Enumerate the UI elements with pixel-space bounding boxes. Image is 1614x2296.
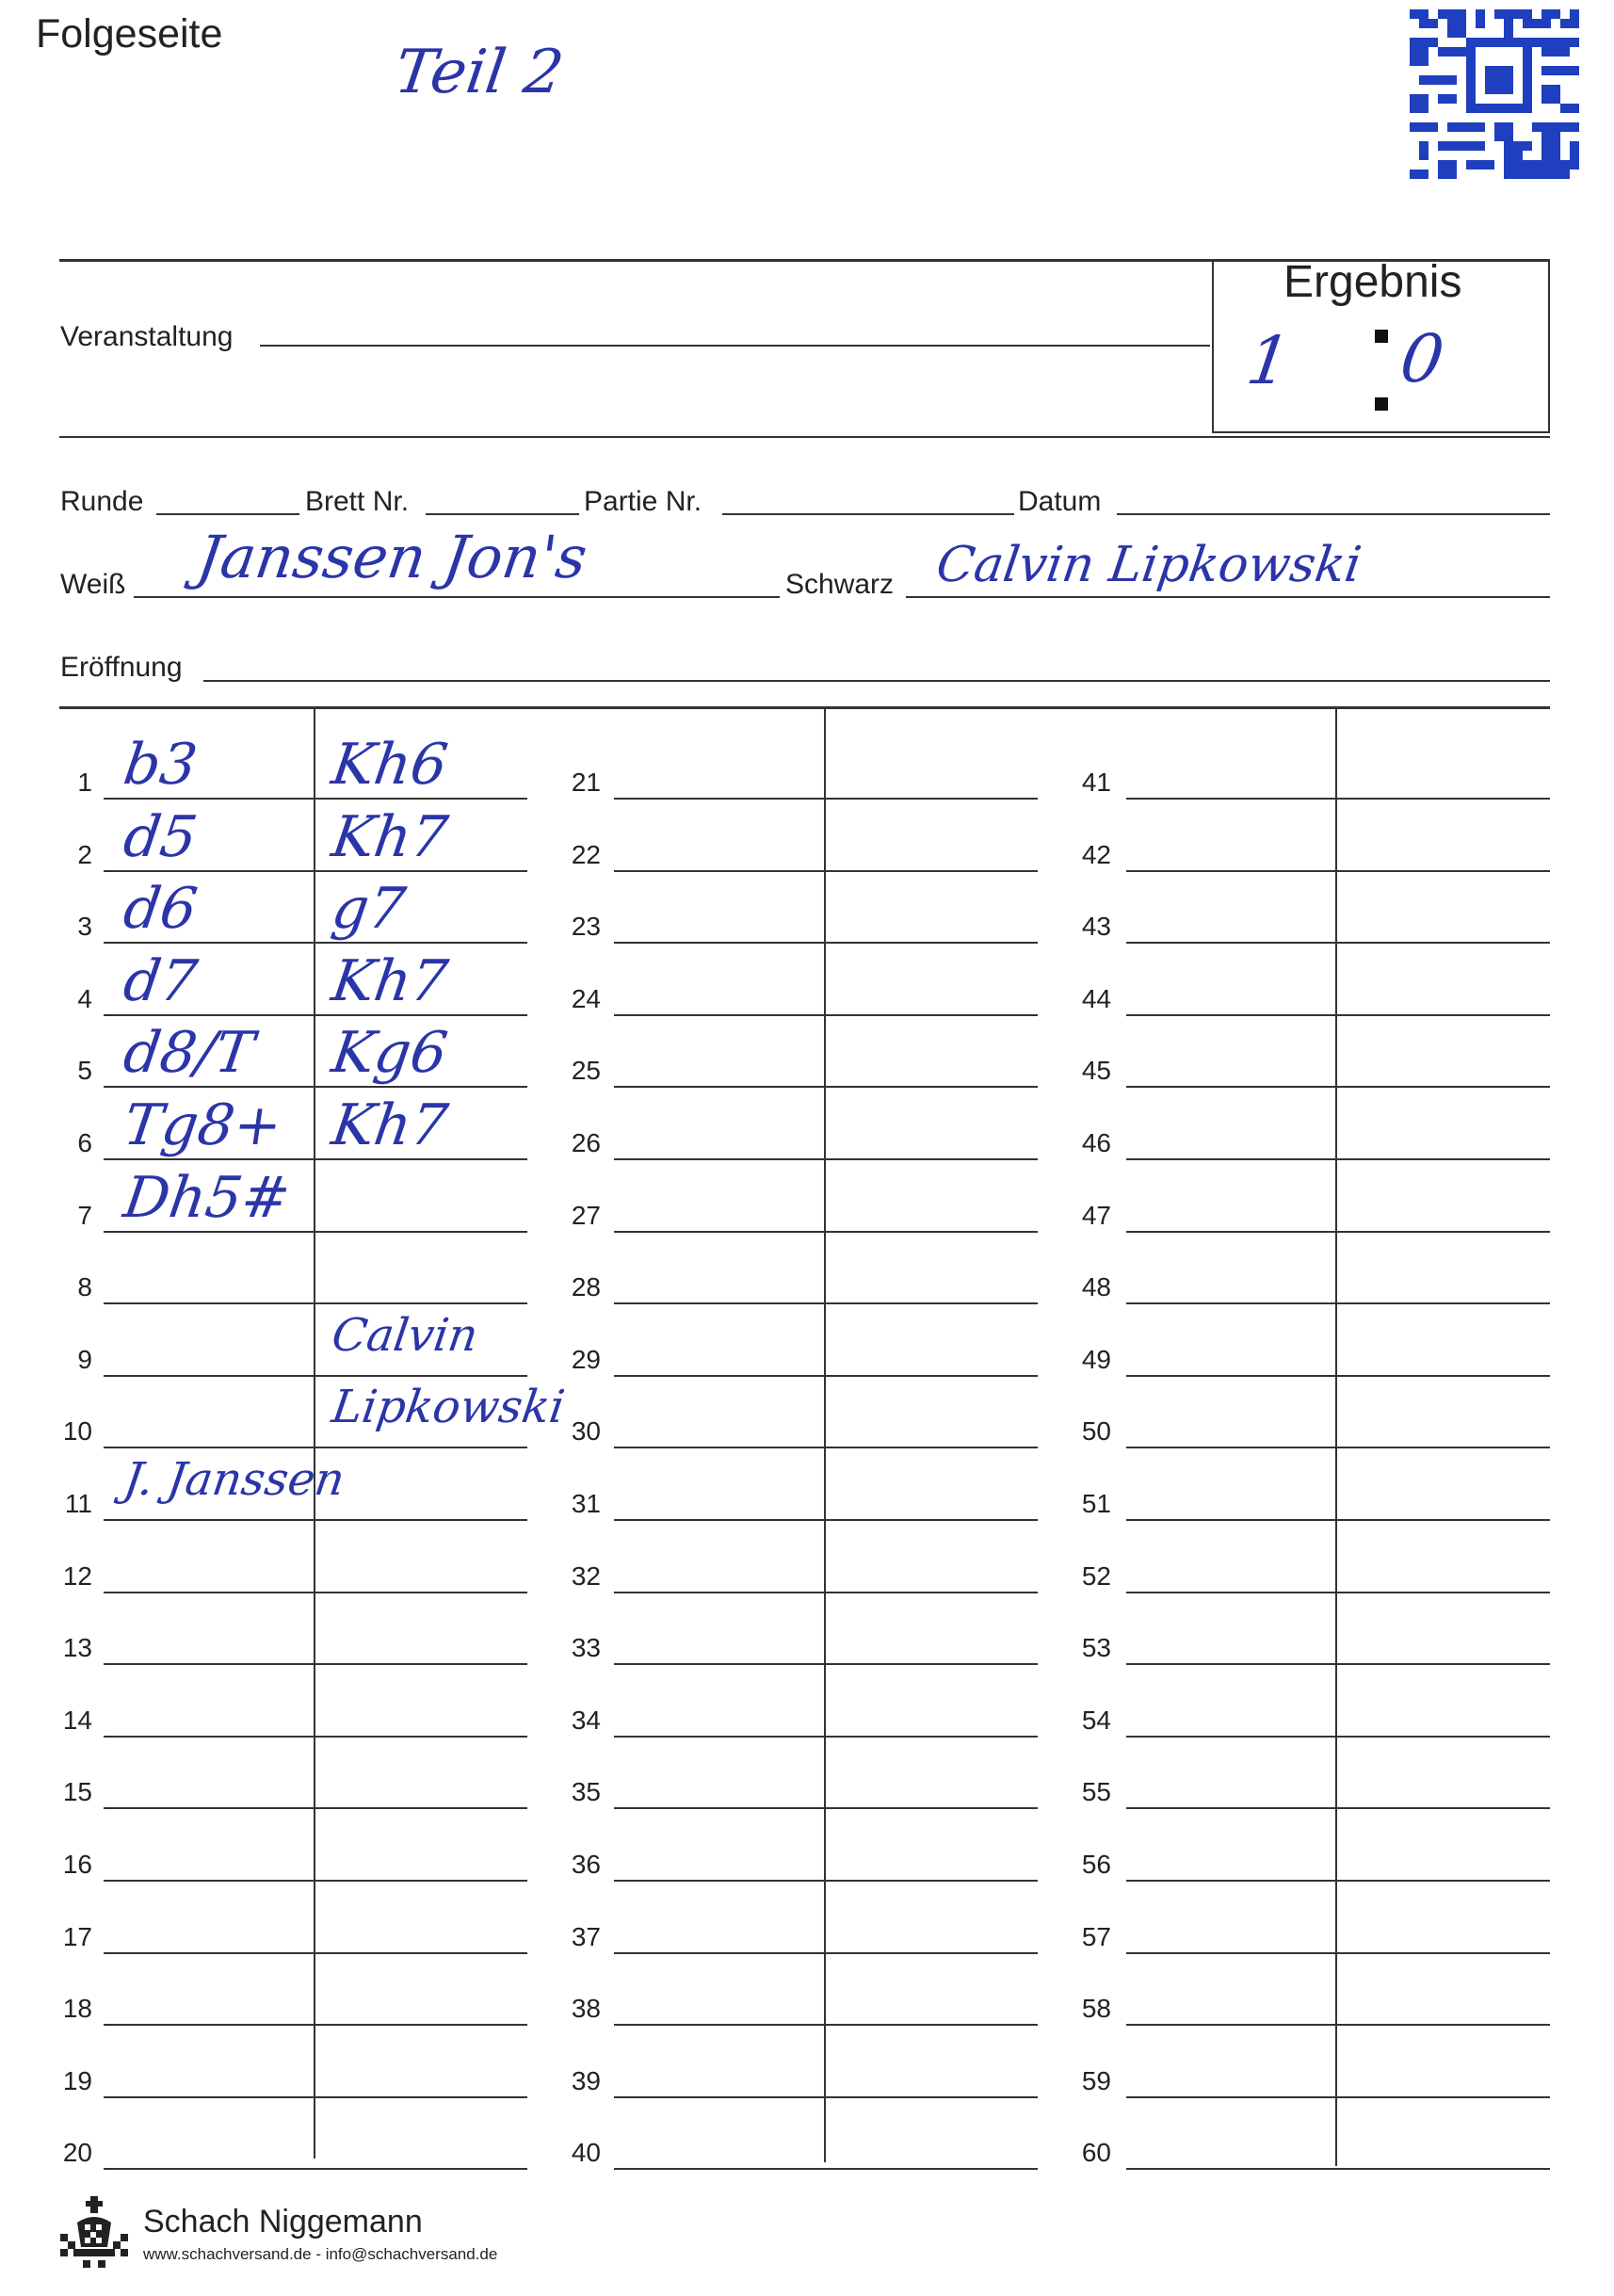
opening-label: Eröffnung [60, 652, 183, 683]
move-number: 28 [571, 1272, 601, 1302]
move-number: 9 [77, 1344, 92, 1374]
move-row-line[interactable] [614, 1014, 1038, 1016]
move-number: 59 [1081, 2065, 1111, 2095]
move-number: 53 [1081, 1633, 1111, 1663]
move-row-line[interactable] [614, 1736, 1038, 1738]
move-number: 15 [62, 1777, 92, 1807]
move-number: 24 [571, 983, 601, 1013]
move-row-line[interactable] [104, 1592, 527, 1593]
date-field[interactable] [1117, 513, 1550, 515]
move-row-line[interactable] [1126, 1880, 1550, 1882]
move-row-line[interactable] [614, 2024, 1038, 2026]
result-label: Ergebnis [1283, 257, 1462, 307]
black-move: Kh7 [328, 1092, 452, 1158]
move-row-line[interactable] [104, 1736, 527, 1738]
move-row-line[interactable] [104, 1952, 527, 1954]
move-row-line[interactable] [104, 1519, 527, 1521]
move-number: 36 [571, 1850, 601, 1879]
move-number: 26 [571, 1128, 601, 1157]
move-row-line[interactable] [614, 870, 1038, 872]
qr-code-icon [1410, 9, 1579, 179]
move-row-line[interactable] [1126, 1231, 1550, 1233]
move-row-line[interactable] [1126, 798, 1550, 800]
move-row-line[interactable] [1126, 1736, 1550, 1738]
event-label: Veranstaltung [60, 321, 234, 352]
move-number: 12 [62, 1560, 92, 1591]
move-row-line[interactable] [1126, 1592, 1550, 1593]
moves-column-divider [314, 708, 315, 2159]
move-number: 58 [1081, 1994, 1111, 2024]
move-row-line[interactable] [104, 1880, 527, 1882]
move-number: 46 [1081, 1128, 1111, 1157]
move-row-line[interactable] [104, 2024, 527, 2026]
white-move: d8/T [120, 1020, 258, 1087]
white-label: Weiß [60, 569, 126, 600]
move-number: 30 [571, 1416, 601, 1447]
move-row-line[interactable] [614, 1375, 1038, 1377]
move-number: 13 [62, 1633, 92, 1663]
move-number: 42 [1081, 839, 1111, 869]
game-field[interactable] [722, 513, 1014, 515]
move-number: 43 [1081, 912, 1111, 942]
result-separator-icon [1375, 330, 1388, 414]
black-move: Calvin [329, 1308, 482, 1362]
move-number: 27 [571, 1200, 601, 1230]
move-number: 51 [1081, 1489, 1111, 1518]
move-row-line[interactable] [1126, 1447, 1550, 1448]
move-number: 22 [571, 839, 601, 869]
move-row-line[interactable] [614, 1447, 1038, 1448]
moves-table-top-rule [59, 706, 1550, 709]
white-move: d6 [120, 876, 202, 943]
move-number: 45 [1081, 1056, 1111, 1086]
page-title: Folgeseite [36, 11, 223, 57]
move-number: 33 [571, 1633, 601, 1663]
move-row-line[interactable] [104, 1375, 527, 1377]
move-number: 11 [64, 1489, 92, 1518]
move-number: 10 [62, 1416, 92, 1447]
move-row-line[interactable] [1126, 2024, 1550, 2026]
black-move: Kh7 [328, 947, 452, 1014]
round-field[interactable] [156, 513, 299, 515]
move-row-line[interactable] [104, 1447, 527, 1448]
move-row-line[interactable] [1126, 870, 1550, 872]
move-number: 1 [77, 768, 92, 797]
move-number: 57 [1081, 1921, 1111, 1951]
black-move: g7 [328, 876, 410, 943]
event-field[interactable] [260, 345, 1210, 347]
move-number: 32 [571, 1560, 601, 1591]
move-row-line[interactable] [614, 2168, 1038, 2170]
move-row-line[interactable] [1126, 1519, 1550, 1521]
move-number: 49 [1081, 1344, 1111, 1374]
move-row-line[interactable] [1126, 1375, 1550, 1377]
move-number: 23 [571, 912, 601, 942]
move-number: 35 [571, 1777, 601, 1807]
move-row-line[interactable] [104, 798, 527, 800]
white-move: d7 [120, 947, 202, 1014]
move-number: 20 [62, 2138, 92, 2168]
white-field[interactable] [134, 596, 780, 598]
round-label: Runde [60, 486, 144, 517]
move-number: 8 [77, 1272, 92, 1302]
chess-king-logo-icon [56, 2194, 132, 2270]
move-number: 44 [1081, 983, 1111, 1013]
black-field[interactable] [906, 596, 1550, 598]
move-row-line[interactable] [614, 1086, 1038, 1088]
move-number: 37 [571, 1921, 601, 1951]
move-number: 17 [62, 1921, 92, 1951]
move-row-line[interactable] [614, 1952, 1038, 1954]
move-number: 3 [77, 912, 92, 942]
move-number: 4 [77, 983, 92, 1013]
footer-contact[interactable]: www.schachversand.de - info@schachversand.de [143, 2245, 498, 2263]
move-number: 16 [62, 1850, 92, 1879]
board-label: Brett Nr. [305, 486, 410, 517]
handwritten-part-note: Teil 2 [390, 38, 568, 107]
white-move: J. Janssen [121, 1453, 348, 1506]
move-row-line[interactable] [1126, 942, 1550, 944]
black-move: Kh6 [328, 732, 452, 798]
move-number: 18 [62, 1994, 92, 2024]
white-move: d5 [120, 803, 202, 870]
move-row-line[interactable] [614, 1807, 1038, 1809]
game-label: Partie Nr. [584, 486, 702, 517]
move-row-line[interactable] [614, 1592, 1038, 1593]
move-row-line[interactable] [614, 1519, 1038, 1521]
move-number: 55 [1081, 1777, 1111, 1807]
move-number: 14 [62, 1705, 92, 1735]
move-number: 19 [62, 2065, 92, 2095]
move-number: 34 [571, 1705, 601, 1735]
move-row-line[interactable] [1126, 1014, 1550, 1016]
white-player-name: Janssen Jon's [192, 523, 591, 591]
move-row-line[interactable] [104, 1086, 527, 1088]
white-move: b3 [120, 732, 202, 798]
move-number: 56 [1081, 1850, 1111, 1879]
move-row-line[interactable] [1126, 1302, 1550, 1304]
move-number: 40 [571, 2138, 601, 2168]
move-number: 2 [77, 839, 92, 869]
move-row-line[interactable] [614, 942, 1038, 944]
move-row-line[interactable] [614, 1880, 1038, 1882]
move-number: 25 [571, 1056, 601, 1086]
move-number: 47 [1081, 1200, 1111, 1230]
move-number: 38 [571, 1994, 601, 2024]
move-row-line[interactable] [614, 1158, 1038, 1160]
move-number: 7 [77, 1200, 92, 1230]
move-number: 50 [1081, 1416, 1111, 1447]
move-row-line[interactable] [104, 942, 527, 944]
move-row-line[interactable] [104, 2096, 527, 2098]
opening-field[interactable] [203, 680, 1550, 682]
move-row-line[interactable] [614, 2096, 1038, 2098]
result-white: 1 [1242, 322, 1296, 399]
moves-column-divider [824, 708, 826, 2162]
move-row-line[interactable] [1126, 1158, 1550, 1160]
date-label: Datum [1018, 486, 1102, 517]
move-number: 39 [571, 2065, 601, 2095]
move-number: 41 [1081, 768, 1111, 797]
move-row-line[interactable] [1126, 1663, 1550, 1665]
move-row-line[interactable] [104, 1014, 527, 1016]
move-row-line[interactable] [614, 1302, 1038, 1304]
moves-column-divider [1335, 708, 1337, 2166]
move-number: 48 [1081, 1272, 1111, 1302]
move-row-line[interactable] [614, 1663, 1038, 1665]
move-number: 21 [571, 768, 601, 797]
move-number: 52 [1081, 1560, 1111, 1591]
move-row-line[interactable] [614, 798, 1038, 800]
move-number: 5 [77, 1056, 92, 1086]
footer-company-name: Schach Niggemann [143, 2204, 423, 2239]
move-row-line[interactable] [104, 1663, 527, 1665]
board-field[interactable] [426, 513, 579, 515]
result-black: 0 [1396, 320, 1449, 397]
move-row-line[interactable] [104, 2168, 527, 2170]
white-move: Dh5# [120, 1164, 295, 1231]
move-row-line[interactable] [1126, 1807, 1550, 1809]
white-move: Tg8+ [120, 1092, 286, 1158]
move-row-line[interactable] [1126, 2096, 1550, 2098]
black-move: Kh7 [328, 803, 452, 870]
move-number: 31 [571, 1489, 601, 1518]
move-row-line[interactable] [1126, 2168, 1550, 2170]
move-number: 54 [1081, 1705, 1111, 1735]
move-row-line[interactable] [104, 1807, 527, 1809]
black-move: Kg6 [328, 1020, 452, 1087]
move-number: 60 [1081, 2138, 1111, 2168]
move-row-line[interactable] [1126, 1086, 1550, 1088]
move-row-line[interactable] [104, 1302, 527, 1304]
black-label: Schwarz [785, 569, 895, 600]
move-number: 29 [571, 1344, 601, 1374]
move-number: 6 [77, 1128, 92, 1157]
move-row-line[interactable] [104, 1158, 527, 1160]
move-row-line[interactable] [1126, 1952, 1550, 1954]
black-move: Lipkowski [329, 1381, 569, 1434]
black-player-name: Calvin Lipkowski [932, 537, 1365, 593]
move-row-line[interactable] [614, 1231, 1038, 1233]
